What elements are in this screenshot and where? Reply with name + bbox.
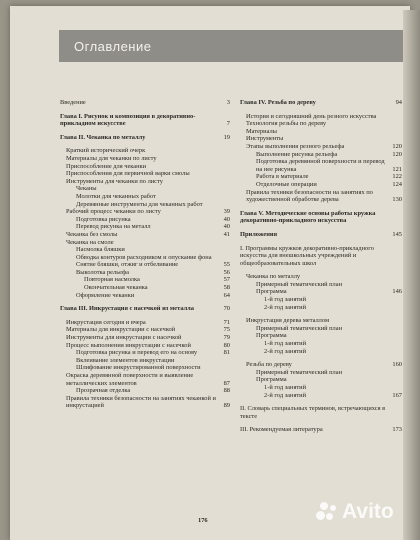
- toc-entry: [60, 239, 230, 247]
- toc-entry-title: Процесс выполнения инкрустации с насечкой: [66, 341, 191, 349]
- toc-entry: [240, 173, 402, 181]
- toc-entry-title: Насмолка бляшки: [76, 246, 125, 254]
- toc-entry: [60, 99, 230, 107]
- toc-entry-title: Выполнение рисунка рельефа: [256, 150, 338, 158]
- toc-entry-title: Глава V. Методические основы работы кружка декоративно-прикладного искусства: [240, 209, 376, 225]
- toc-entry-title: Инкрустация сегодня и вчера: [66, 318, 146, 326]
- toc-entry: [240, 376, 402, 384]
- toc-entry-title: Примерный тематический план: [256, 368, 343, 376]
- toc-entry: [240, 120, 402, 128]
- toc-entry-title: Инструменты для инкрустации с насечкой: [66, 334, 182, 342]
- toc-entry: [60, 178, 230, 186]
- toc-entry-title: Обводка контуров расходником и опускание фона: [76, 253, 212, 261]
- toc-entry-page: 87: [223, 379, 230, 387]
- toc-entry-page: 160: [392, 361, 402, 369]
- toc-entry-title: Чеканка по металлу: [246, 273, 301, 281]
- toc-entry-title: Глава III. Инкрустация с насечкой из металла: [60, 305, 194, 313]
- toc-entry-title: Приспособление для чеканки: [66, 162, 147, 170]
- toc-entry-title: 1-й год занятий: [264, 340, 307, 348]
- avito-logo-icon: [316, 501, 338, 523]
- toc-entry: [60, 269, 230, 277]
- toc-entry: [60, 395, 230, 410]
- toc-entry-title: Этапы выполнения резного рельефа: [246, 142, 345, 150]
- toc-entry-page: 88: [223, 387, 230, 395]
- toc-entry-title: Шлифование инкрустированной поверхности: [76, 364, 201, 372]
- toc-entry-title: Приложения: [240, 230, 278, 238]
- toc-entry-title: Прозрачная отделка: [76, 387, 131, 395]
- toc-entry: [240, 113, 402, 121]
- toc-entry-title: История и сегодняшний день резного искусства: [246, 112, 377, 120]
- toc-entry: [60, 231, 230, 239]
- toc-entry-title: 2-й год занятий: [264, 391, 307, 399]
- toc-entry-title: Глава IV. Резьба по дереву: [240, 99, 316, 106]
- toc-entry: [60, 246, 230, 254]
- toc-entry-title: I. Программы кружков декоративно-прикладного искусства для внешкольных учреждений и общеобразовательных школ: [240, 244, 374, 267]
- toc-entry-page: 40: [223, 223, 230, 231]
- toc-entry: [240, 325, 402, 333]
- toc-entry: [60, 357, 230, 365]
- toc-entry-title: Приспособления для первичной варки смолы: [66, 170, 190, 178]
- toc-entry-title: Подготовка рисунка и перевод его на основу: [76, 349, 198, 357]
- toc-entry: [60, 364, 230, 372]
- toc-entry: [60, 319, 230, 327]
- toc-entry-page: 120: [392, 150, 402, 158]
- toc-entry-page: 94: [395, 99, 402, 106]
- toc-entry-page: 57: [223, 276, 230, 284]
- toc-entry-title: Материалы для инкрустации с насечкой: [66, 326, 176, 334]
- toc-entry-title: Резьба по дереву: [246, 361, 292, 369]
- toc-entry-title: Правила техники безопасности на занятиях чеканкой и инкрустацией: [66, 394, 216, 410]
- toc-entry: [240, 340, 402, 348]
- toc-entry: [60, 342, 230, 350]
- toc-entry-title: Инструменты: [246, 135, 284, 143]
- toc-entry: [60, 163, 230, 171]
- toc-entry-title: Отделочные операции: [256, 180, 317, 188]
- toc-entry: [60, 223, 230, 231]
- toc-entry: [60, 276, 230, 284]
- toc-entry: [240, 143, 402, 151]
- toc-entry-page: 7: [226, 120, 230, 128]
- toc-entry: [60, 261, 230, 269]
- toc-entry-page: 55: [223, 261, 230, 269]
- toc-entry: [240, 384, 402, 392]
- toc-entry-title: Оформление чеканки: [76, 291, 135, 299]
- toc-entry-title: Глава II. Чеканка по металлу: [60, 133, 146, 141]
- toc-entry-page: 145: [392, 230, 402, 238]
- toc-entry: [60, 349, 230, 357]
- toc-entry-title: Программа: [256, 332, 287, 340]
- toc-entry-title: Введение: [60, 99, 86, 106]
- toc-entry: [60, 208, 230, 216]
- toc-entry-title: Примерный тематический план: [256, 324, 343, 332]
- toc-entry-title: Выколотка рельефа: [76, 268, 130, 276]
- toc-entry: [60, 284, 230, 292]
- toc-entry: [240, 128, 402, 136]
- toc-entry-page: 58: [223, 284, 230, 292]
- toc-entry-title: Правила техники безопасности на занятиях по художественной обработке дерева: [246, 188, 373, 204]
- toc-entry-title: 1-й год занятий: [264, 296, 307, 304]
- toc-entry-page: 3: [226, 99, 230, 106]
- toc-entry: [240, 135, 402, 143]
- toc-entry-page: 75: [223, 326, 230, 334]
- toc-entry: [240, 158, 402, 173]
- toc-entry-title: Инструменты для чеканки по листу: [66, 177, 163, 185]
- page-edge: [403, 10, 420, 540]
- page-number: 176: [198, 517, 208, 524]
- toc-entry-title: Материалы: [246, 127, 277, 135]
- toc-entry: [240, 245, 402, 268]
- toc-entry-page: 120: [392, 142, 402, 150]
- toc-entry: [240, 281, 402, 289]
- toc-entry-title: Чеканка без смолы: [66, 230, 118, 238]
- toc-entry-title: Инкрустация дерева металлом: [246, 317, 329, 325]
- toc-entry-title: Повторная насмолка: [84, 276, 140, 284]
- toc-left-column: [60, 99, 230, 410]
- toc-entry-page: 122: [392, 173, 402, 181]
- toc-entry: [240, 392, 402, 400]
- toc-entry: [60, 185, 230, 193]
- toc-entry-title: Снятие бляшки, отжиг и отбеливание: [76, 261, 179, 269]
- toc-entry: [60, 387, 230, 395]
- watermark-text: Avito: [342, 500, 394, 523]
- toc-entry: [60, 147, 230, 155]
- toc-entry: [240, 348, 402, 356]
- toc-entry: [240, 317, 402, 325]
- toc-entry-page: 124: [392, 180, 402, 188]
- toc-entry-title: Работа в материале: [256, 173, 309, 181]
- toc-entry: [240, 189, 402, 204]
- toc-entry-page: 64: [223, 291, 230, 299]
- toc-entry: [240, 304, 402, 312]
- toc-entry-page: 70: [223, 305, 230, 313]
- toc-entry-page: 167: [392, 391, 402, 399]
- toc-entry-title: 2-й год занятий: [264, 303, 307, 311]
- toc-entry-title: Молотки для чеканных работ: [76, 192, 156, 200]
- toc-entry: [60, 326, 230, 334]
- toc-entry: [240, 99, 402, 107]
- toc-entry: [240, 181, 402, 189]
- toc-entry: [60, 305, 230, 313]
- toc-entry: [60, 134, 230, 142]
- toc-entry-page: 40: [223, 215, 230, 223]
- toc-entry-page: 130: [392, 196, 402, 204]
- toc-entry-page: 121: [392, 165, 402, 173]
- toc-entry: [60, 216, 230, 224]
- toc-entry-title: Окончательная чеканка: [84, 284, 148, 292]
- toc-entry-title: Чеканка на смоле: [66, 238, 114, 246]
- toc-entry-page: 39: [223, 208, 230, 216]
- toc-entry-title: Окраска деревянной поверхности и выявление металлических элементов: [66, 372, 194, 387]
- toc-entry-title: Подготовка рисунка: [76, 215, 131, 223]
- toc-entry-title: Программа: [256, 376, 287, 384]
- toc-entry: [240, 210, 402, 225]
- toc-entry: [60, 155, 230, 163]
- toc-entry: [240, 296, 402, 304]
- toc-entry-title: Подготовка деревянной поверхности и перевод на нее рисунка: [256, 158, 385, 173]
- toc-entry-page: 56: [223, 268, 230, 276]
- toc-entry-title: Рабочий процесс чеканки по листу: [66, 208, 161, 216]
- toc-entry-title: Вклеивание элементов инкрустации: [76, 356, 175, 364]
- toc-entry-page: 71: [223, 318, 230, 326]
- toc-entry-title: Чеканы: [76, 185, 97, 193]
- toc-entry: [60, 372, 230, 387]
- toc-entry-page: 146: [392, 288, 402, 296]
- toc-entry-title: Краткий исторический очерк: [66, 147, 146, 155]
- toc-entry: [240, 332, 402, 340]
- page-title: Оглавление: [74, 39, 152, 54]
- toc-entry-title: Перевод рисунка на металл: [76, 223, 151, 231]
- toc-entry: [60, 170, 230, 178]
- toc-entry-page: 173: [392, 426, 402, 434]
- toc-entry: [60, 334, 230, 342]
- toc-entry-title: Программа: [256, 288, 287, 296]
- toc-entry: [60, 292, 230, 300]
- toc-entry: [240, 361, 402, 369]
- toc-entry: [240, 405, 402, 420]
- toc-right-column: [240, 99, 402, 434]
- toc-entry-title: 1-й год занятий: [264, 384, 307, 391]
- toc-entry-title: Глава I. Рисунок и композиция в декоративно-прикладном искусстве: [60, 112, 196, 128]
- toc-entry-title: Примерный тематический план: [256, 280, 343, 288]
- toc-entry-title: II. Словарь специальных терминов, встречающихся в тексте: [240, 405, 386, 420]
- toc-entry-title: Технология резьбы по дереву: [246, 120, 327, 128]
- toc-entry-page: 81: [223, 349, 230, 357]
- toc-entry: [60, 113, 230, 128]
- toc-entry: [240, 369, 402, 377]
- toc-entry: [240, 426, 402, 434]
- toc-entry-title: III. Рекомендуемая литература: [240, 426, 323, 434]
- toc-entry: [60, 254, 230, 262]
- toc-entry: [240, 151, 402, 159]
- toc-entry: [240, 231, 402, 239]
- toc-entry-page: 79: [223, 334, 230, 342]
- avito-watermark: [316, 500, 394, 524]
- toc-entry: [60, 201, 230, 209]
- toc-entry-title: Деревянные инструменты для чеканных работ: [76, 200, 203, 208]
- toc-entry-page: 19: [223, 133, 230, 141]
- toc-entry-page: 41: [223, 230, 230, 238]
- toc-entry-title: 2-й год занятий: [264, 347, 307, 355]
- toc-entry-page: 89: [223, 402, 230, 410]
- toc-entry-page: 80: [223, 341, 230, 349]
- toc-entry: [240, 273, 402, 281]
- toc-entry: [240, 288, 402, 296]
- toc-entry: [60, 193, 230, 201]
- toc-entry-title: Материалы для чеканки по листу: [66, 154, 157, 162]
